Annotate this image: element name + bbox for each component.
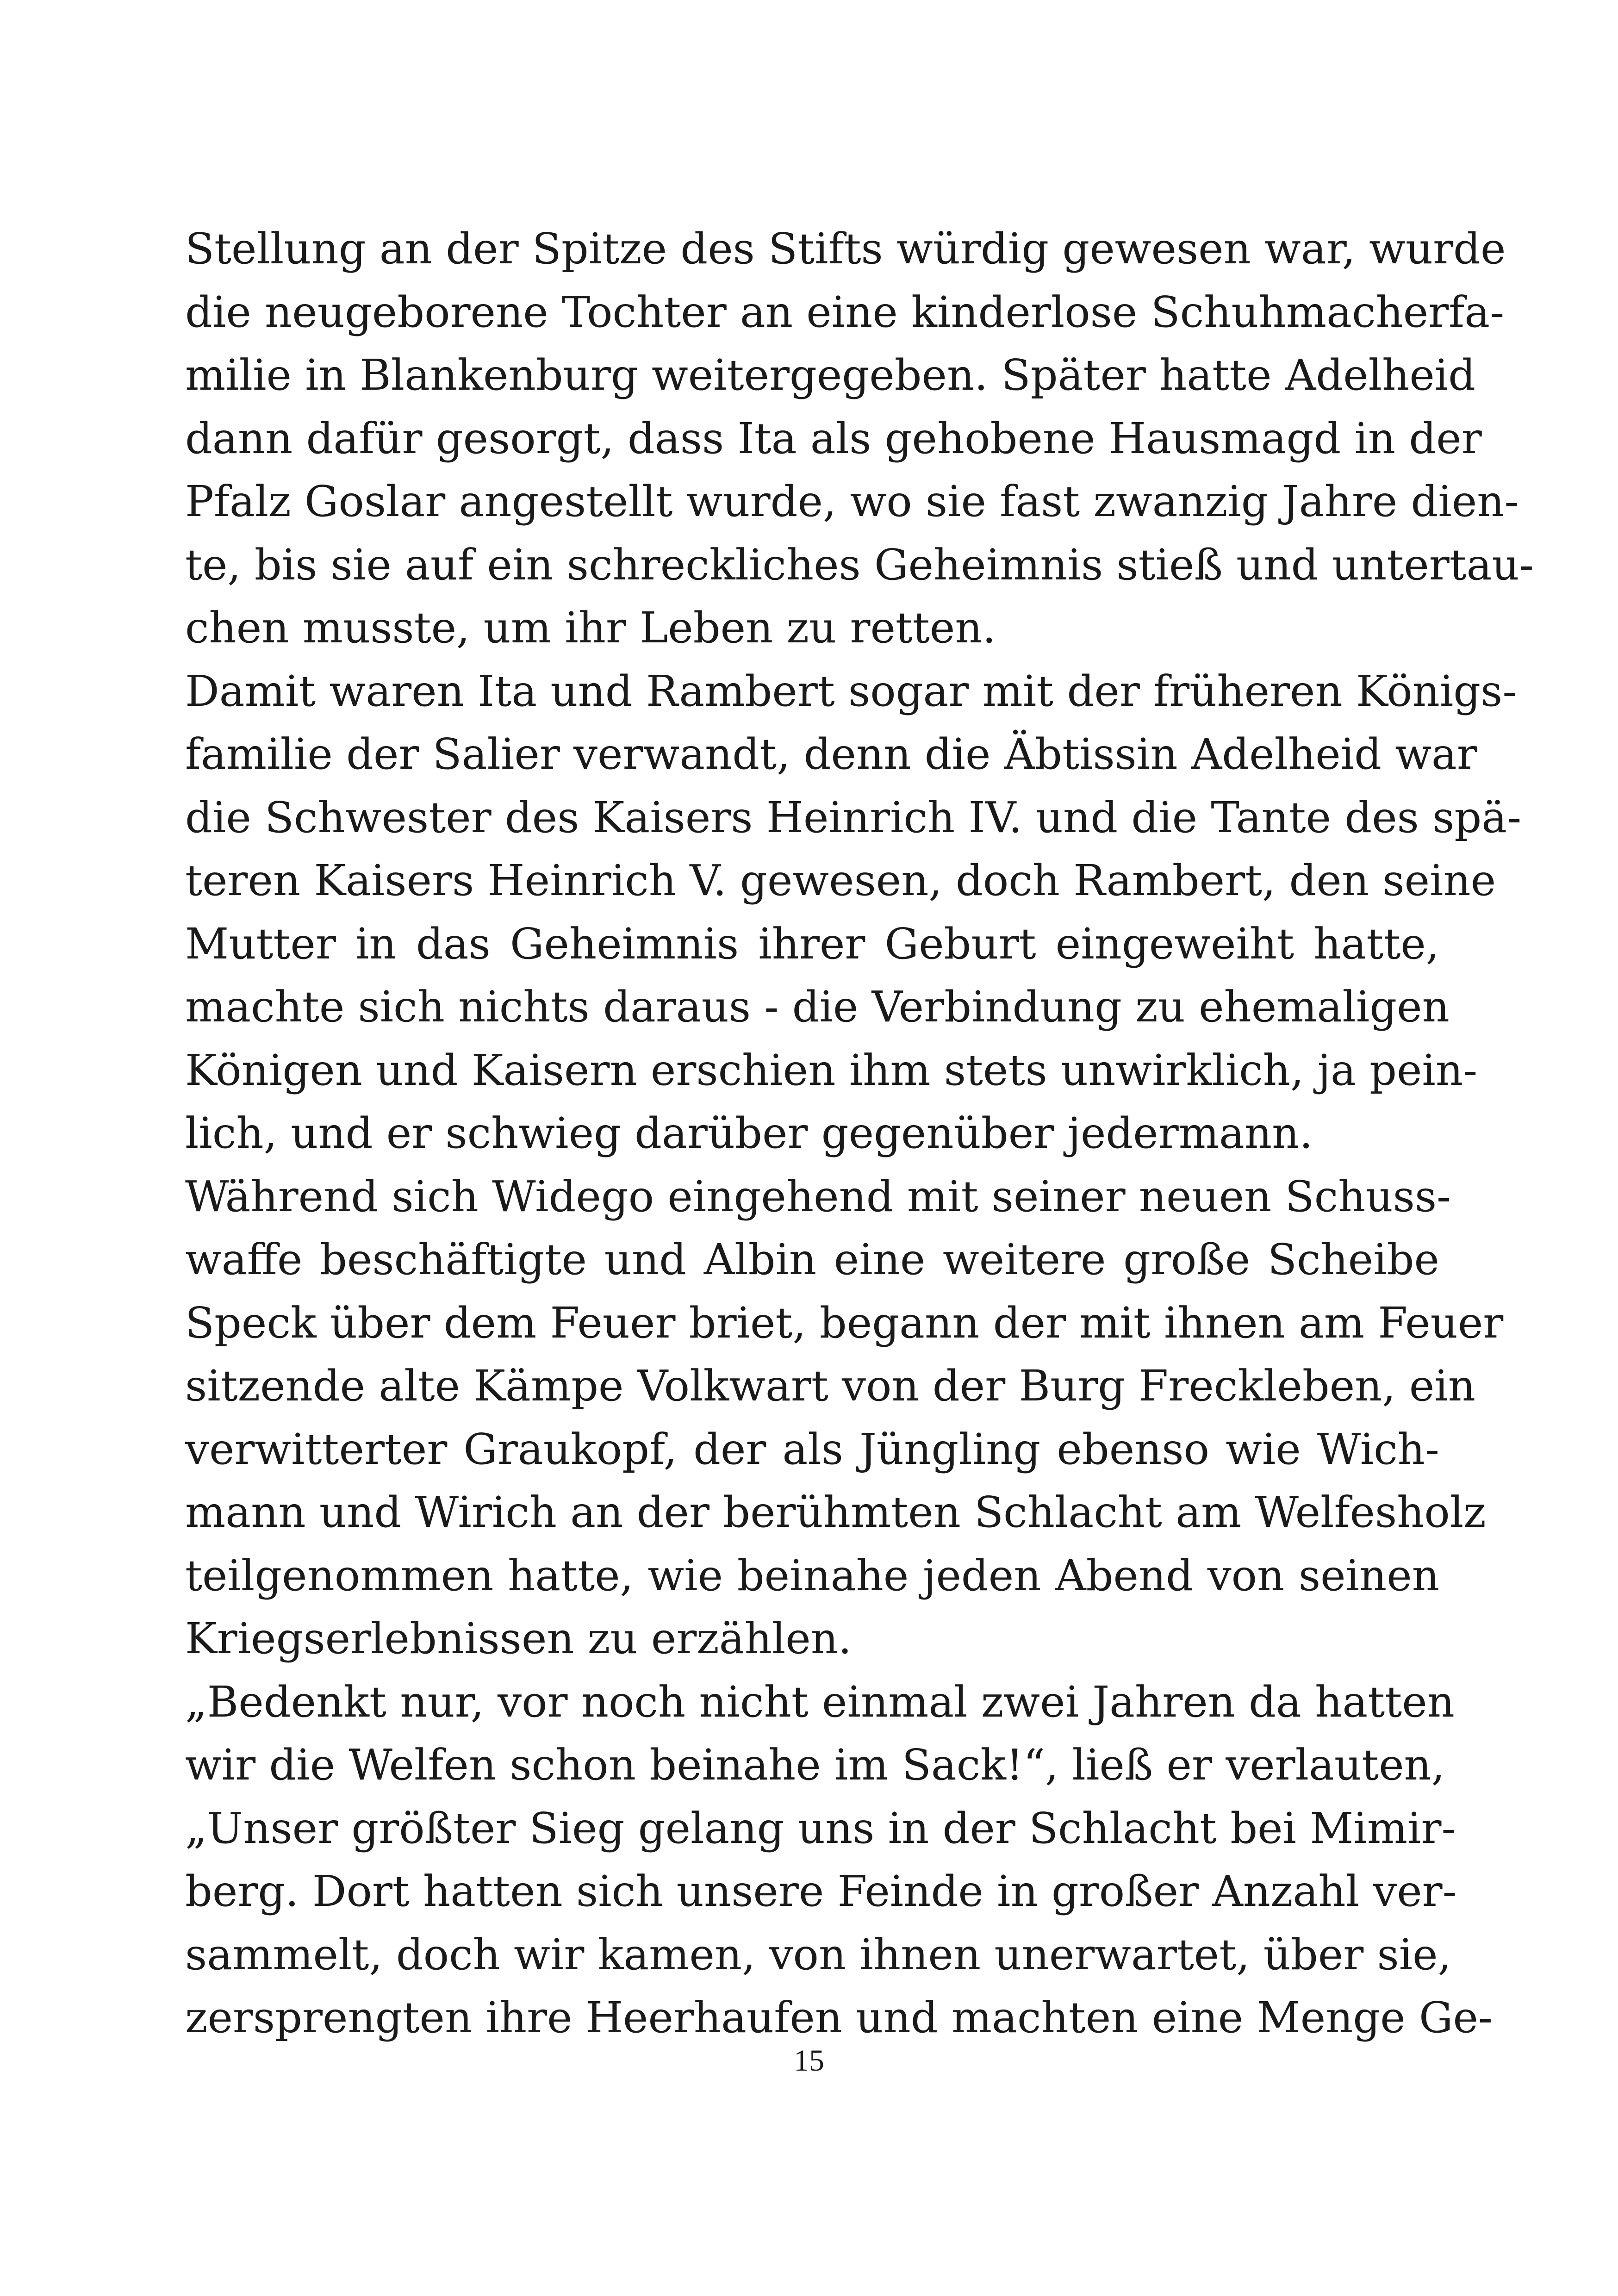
text-line: te, bis sie auf ein schreckliches Geheimnis stieß und untertau- — [185, 540, 1534, 590]
text-line: machte sich nichts daraus - die Verbindung zu ehemaligen — [185, 982, 1450, 1032]
text-line: Königen und Kaisern erschien ihm stets unwirklich, ja pein- — [185, 1045, 1478, 1095]
text-line: dann dafür gesorgt, dass Ita als gehobene Hausmagd in der — [185, 413, 1482, 463]
paragraph — [185, 660, 1522, 1165]
text-line: Damit waren Ita und Rambert sogar mit der früheren Königs- — [185, 666, 1517, 716]
text-line: sitzende alte Kämpe Volkwart von der Burg Freckleben, ein — [185, 1361, 1476, 1411]
text-line: teren Kaisers Heinrich V. gewesen, doch Rambert, den seine — [185, 856, 1496, 905]
text-line: teilgenommen hatte, wie beinahe jeden Abend von seinen — [185, 1550, 1439, 1600]
text-line: Stellung an der Spitze des Stifts würdig gewesen war, wurde — [185, 224, 1506, 274]
text-line: Kriegserlebnissen zu erzählen. — [185, 1614, 852, 1663]
page-number: 15 — [794, 2044, 824, 2078]
paragraph — [185, 1671, 1493, 2050]
text-line: chen musste, um ihr Leben zu retten. — [185, 603, 996, 653]
text-line: Mutter in das Geheimnis ihrer Geburt eingeweiht hatte, — [185, 919, 1439, 969]
text-line: Pfalz Goslar angestellt wurde, wo sie fast zwanzig Jahre dien- — [185, 477, 1519, 526]
text-line: familie der Salier verwandt, denn die Äbtissin Adelheid war — [185, 729, 1477, 779]
paragraph — [185, 218, 1534, 660]
paragraph — [185, 1165, 1504, 1671]
text-line: waffe beschäftigte und Albin eine weitere große Scheibe — [185, 1235, 1439, 1284]
text-line: zersprengten ihre Heerhaufen und machten eine Menge Ge- — [185, 1993, 1493, 2042]
text-line: wir die Welfen schon beinahe im Sack!“, ließ er verlauten, — [185, 1740, 1445, 1790]
text-line: „Bedenkt nur, vor noch nicht einmal zwei Jahren da hatten — [185, 1677, 1455, 1727]
text-line: die Schwester des Kaisers Heinrich IV. und die Tante des spä- — [185, 792, 1522, 842]
text-line: Während sich Widego eingehend mit seiner neuen Schuss- — [185, 1171, 1451, 1221]
text-line: Speck über dem Feuer briet, begann der mit ihnen am Feuer — [185, 1298, 1504, 1348]
text-line: die neugeborene Tochter an eine kinderlose Schuhmacherfa- — [185, 287, 1505, 337]
body-text — [185, 218, 1534, 2050]
text-line: lich, und er schwieg darüber gegenüber jedermann. — [185, 1108, 1313, 1158]
text-line: milie in Blankenburg weitergegeben. Später hatte Adelheid — [185, 350, 1476, 400]
text-line: verwitterter Graukopf, der als Jüngling ebenso wie Wich- — [185, 1424, 1439, 1474]
text-line: sammelt, doch wir kamen, von ihnen unerwartet, über sie, — [185, 1929, 1451, 1979]
text-line: „Unser größter Sieg gelang uns in der Schlacht bei Mimir- — [185, 1803, 1456, 1853]
text-line: berg. Dort hatten sich unsere Feinde in großer Anzahl ver- — [185, 1867, 1457, 1916]
text-line: mann und Wirich an der berühmten Schlacht am Welfesholz — [185, 1487, 1486, 1537]
